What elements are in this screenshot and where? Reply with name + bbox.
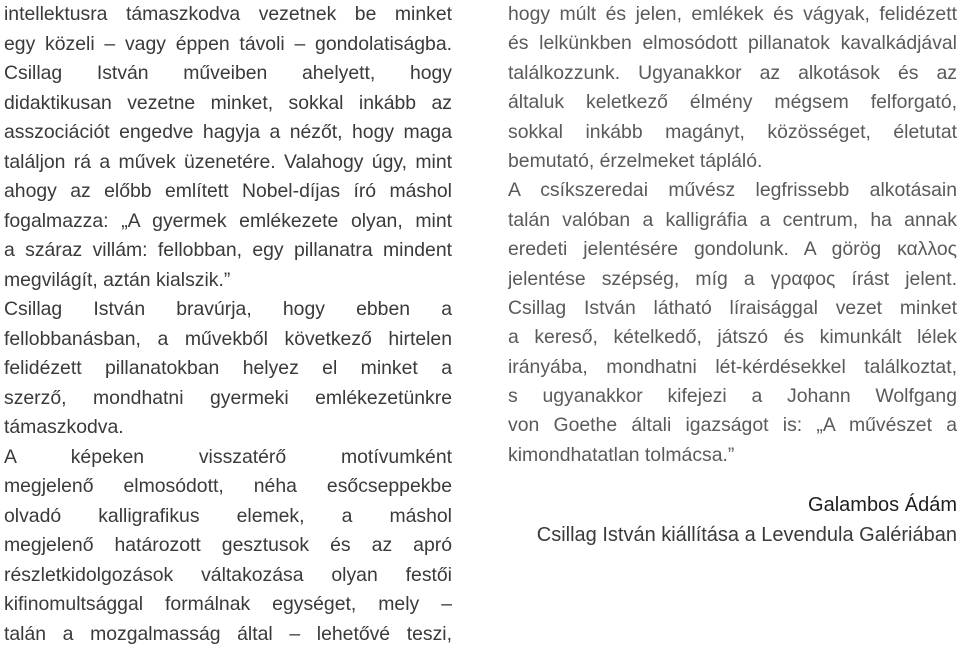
text-line: s ugyanakkor kifejezi a Johann Wolfgang — [508, 385, 957, 408]
text-line: fellobbanásban, a művekből következő hirtelen — [4, 327, 452, 350]
text-line: A képeken visszatérő motívumként — [4, 445, 452, 468]
right-text-column — [508, 0, 957, 470]
text-line: talán a mozgalmasság által – lehetővé teszi, — [4, 622, 452, 645]
text-line: és lelkünkben elmosódott pillanatok kavalkádjával — [508, 32, 957, 55]
text-line: részletkidolgozások váltakozása olyan festői — [4, 563, 452, 586]
text-line: megvilágít, aztán kialszik.” — [4, 268, 231, 291]
text-line: A csíkszeredai művész legfrissebb alkotásain — [508, 179, 957, 202]
left-text-column — [4, 0, 452, 649]
text-line: általuk keletkező élmény mégsem felforgató, — [508, 91, 957, 114]
text-line: von Goethe általi igazságot is: „A művészet a — [508, 414, 957, 437]
text-line: irányába, mondhatni lét-kérdésekkel találkoztat, — [508, 355, 957, 378]
text-line: Csillag István bravúrja, hogy ebben a — [4, 298, 452, 320]
text-line: találkozzunk. Ugyanakkor az alkotások és az — [508, 61, 957, 84]
text-line: jelentése szépség, míg a γραφος írást jelent. — [508, 267, 957, 290]
text-line: intellektusra támaszkodva vezetnek be minket — [4, 3, 452, 25]
text-line: bemutató, érzelmeket tápláló. — [508, 149, 763, 172]
text-line: támaszkodva. — [4, 416, 124, 438]
text-line: didaktikusan vezetne minket, sokkal inkább az — [4, 91, 452, 114]
text-line: kifinomultsággal formálnak egységet, mely – — [4, 593, 452, 615]
text-line: ahogy az előbb említett Nobel-díjas író máshol — [4, 180, 452, 202]
text-line: megjelenő határozott gesztusok és az apró — [4, 534, 452, 556]
text-line: egy közeli – vagy éppen távoli – gondolatiságba. — [4, 32, 452, 55]
text-line: találjon rá a művek üzenetére. Valahogy úgy, mint — [4, 150, 452, 173]
text-line: fogalmazza: „A gyermek emlékezete olyan, mint — [4, 209, 452, 232]
text-line: talán valóban a kalligráfia a centrum, ha annak — [508, 208, 957, 231]
text-line: asszociációt engedve hagyja a nézőt, hogy maga — [4, 121, 452, 143]
text-line: kimondhatatlan tolmácsa.” — [508, 443, 735, 466]
text-line: Csillag István műveiben ahelyett, hogy — [4, 62, 452, 84]
text-line: szerző, mondhatni gyermeki emlékezetünkre — [4, 386, 452, 409]
text-line: felidézett pillanatokban helyez el minket a — [4, 357, 452, 379]
text-line: hogy múlt és jelen, emlékek és vágyak, felidézett — [508, 3, 957, 25]
text-line: Csillag István látható líraisággal vezet minket — [508, 296, 957, 319]
text-line: a száraz villám: fellobban, egy pillanatra mindent — [4, 239, 452, 261]
text-line: sokkal inkább magányt, közösséget, életutat — [508, 120, 957, 143]
text-line: eredeti jelentésére gondolunk. A görög καλλος — [508, 238, 957, 261]
text-line: olvadó kalligrafikus elemek, a máshol — [4, 504, 452, 527]
exhibition-caption: Csillag István kiállítása a Levendula Galériában — [536, 524, 957, 546]
text-line: megjelenő elmosódott, néha esőcseppekbe — [4, 475, 452, 497]
text-line: a kereső, kételkedő, játszó és kimunkált lélek — [508, 326, 957, 349]
author-signature: Galambos Ádám — [808, 494, 957, 516]
